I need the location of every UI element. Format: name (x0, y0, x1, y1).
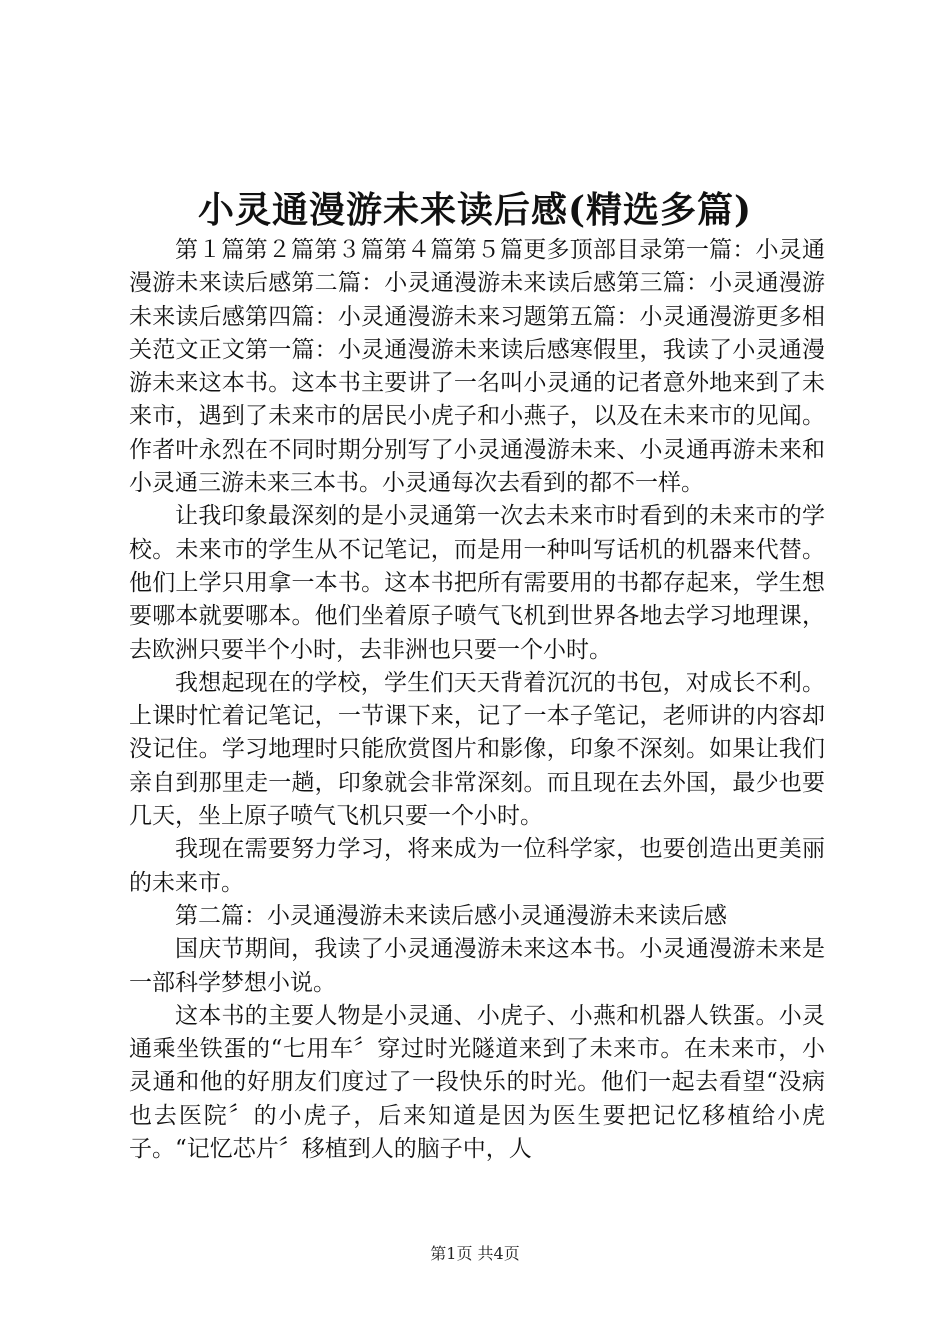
paragraph-2: 让我印象最深刻的是小灵通第一次去未来市时看到的未来市的学校。未来市的学生从不记笔记，而是用一种叫写话机的机器来代替。他们上学只用拿一本书。这本书把所有需要用的书都存起来，学生想要哪本就要哪本。他们坐着原子喷气飞机到世界各地去学习地理课，去欧洲只要半个小时，去非洲也只要一个小时。 (129, 503, 825, 663)
paragraph-1: 第１篇第２篇第３篇第４篇第５篇更多顶部目录第一篇：小灵通漫游未来读后感第二篇：小灵通漫游未来读后感第三篇：小灵通漫游未来读后感第四篇：小灵通漫游未来习题第五篇：小灵通漫游更多相关范文正文第一篇：小灵通漫游未来读后感寒假里，我读了小灵通漫游未来这本书。这本书主要讲了一名叫小灵通的记者意外地来到了未来市，遇到了未来市的居民小虎子和小燕子，以及在未来市的见闻。作者叶永烈在不同时期分别写了小灵通漫游未来、小灵通再游未来和小灵通三游未来三本书。小灵通每次去看到的都不一样。 (129, 237, 825, 497)
paragraph-7: 这本书的主要人物是小灵通、小虎子、小燕和机器人铁蛋。小灵通乘坐铁蛋的“七用车〞穿过时光隧道来到了未来市。在未来市，小灵通和他的好朋友们度过了一段快乐的时光。他们一起去看望“没病也去医院〞的小虎子，后来知道是因为医生要把记忆移植给小虎子。“记忆芯片〞移植到人的脑子中，人 (129, 1002, 825, 1163)
document-body (129, 234, 825, 1166)
paragraph-6: 国庆节期间，我读了小灵通漫游未来这本书。小灵通漫游未来是一部科学梦想小说。 (129, 936, 825, 996)
paragraph-4: 我现在需要努力学习，将来成为一位科学家，也要创造出更美丽的未来市。 (129, 836, 825, 896)
document-title: 小灵通漫游未来读后感(精选多篇) (197, 189, 753, 231)
page-footer: 第1页 共4页 (430, 1244, 520, 1263)
paragraph-5-heading: 第二篇：小灵通漫游未来读后感小灵通漫游未来读后感 (175, 902, 727, 929)
paragraph-3: 我想起现在的学校，学生们天天背着沉沉的书包，对成长不利。上课时忙着记笔记，一节课下来，记了一本子笔记，老师讲的内容却没记住。学习地理时只能欣赏图片和影像，印象不深刻。如果让我们亲自到那里走一趟，印象就会非常深刻。而且现在去外国，最少也要几天，坐上原子喷气飞机只要一个小时。 (129, 669, 825, 830)
